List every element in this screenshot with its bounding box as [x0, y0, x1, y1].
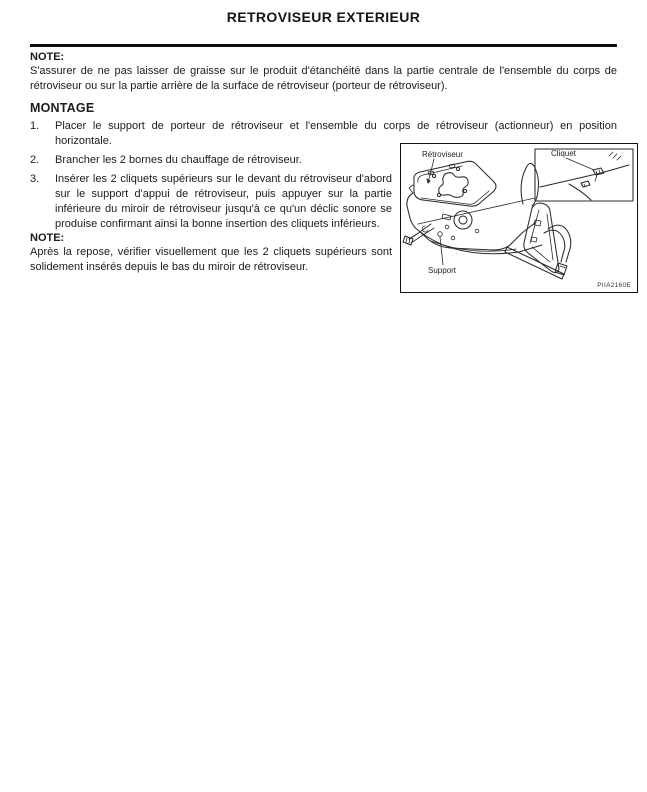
- mirror-diagram-figure: [400, 143, 638, 293]
- cliquet-leader-line: [566, 158, 594, 170]
- step-number: 1.: [30, 120, 40, 132]
- montage-heading: MONTAGE: [30, 101, 95, 115]
- figure-code: PIIA2160E: [597, 282, 631, 289]
- mounting-bracket-shape: [505, 203, 571, 279]
- mirror-label: Rétroviseur: [422, 150, 463, 159]
- step-text: Placer le support de porteur de rétroviseur et l'ensemble du corps de rétroviseur (actionneur) en position horizontale.: [55, 120, 617, 147]
- support-screw-target: [438, 232, 443, 237]
- note2-text: Après la repose, vérifier visuellement que les 2 cliquets supérieurs sont solidement insérés depuis le bas du miroir de rétroviseur.: [30, 246, 392, 273]
- section-divider-rule: [30, 44, 617, 47]
- step-number: 3.: [30, 173, 40, 185]
- mirror-arm-fin-shape: [521, 163, 538, 206]
- step-text: Insérer les 2 cliquets supérieurs sur le devant du rétroviseur d'abord sur le support d'appui de rétroviseur, puis appuyer sur la partie inférieure du miroir de rétroviseur jusqu'à ce qu'un déclic sonore se produise confirmant ainsi la bonne insertion des cliquets inférieurs.: [55, 173, 392, 230]
- wiring-harness-shape: [403, 224, 434, 245]
- clip-inset-box: [535, 149, 633, 201]
- note2-section: [30, 232, 392, 275]
- step-text: Brancher les 2 bornes du chauffage de rétroviseur.: [55, 154, 302, 166]
- note2-label: NOTE:: [30, 232, 65, 244]
- clip-label: Cliquet: [551, 149, 576, 158]
- support-label: Support: [428, 266, 457, 275]
- step-number: 2.: [30, 154, 40, 166]
- mirror-glass-shape: [414, 161, 496, 206]
- note1-text: S'assurer de ne pas laisser de graisse sur le produit d'étanchéité dans la partie centrale de l'ensemble du corps de rétroviseur ou sur la partie arrière de la surface de rétroviseur (porteur de rétroviseur).: [30, 65, 617, 92]
- note1-label: NOTE:: [30, 51, 65, 63]
- support-leader-line: [440, 237, 443, 265]
- page-title: RETROVISEUR EXTERIEUR: [226, 9, 421, 25]
